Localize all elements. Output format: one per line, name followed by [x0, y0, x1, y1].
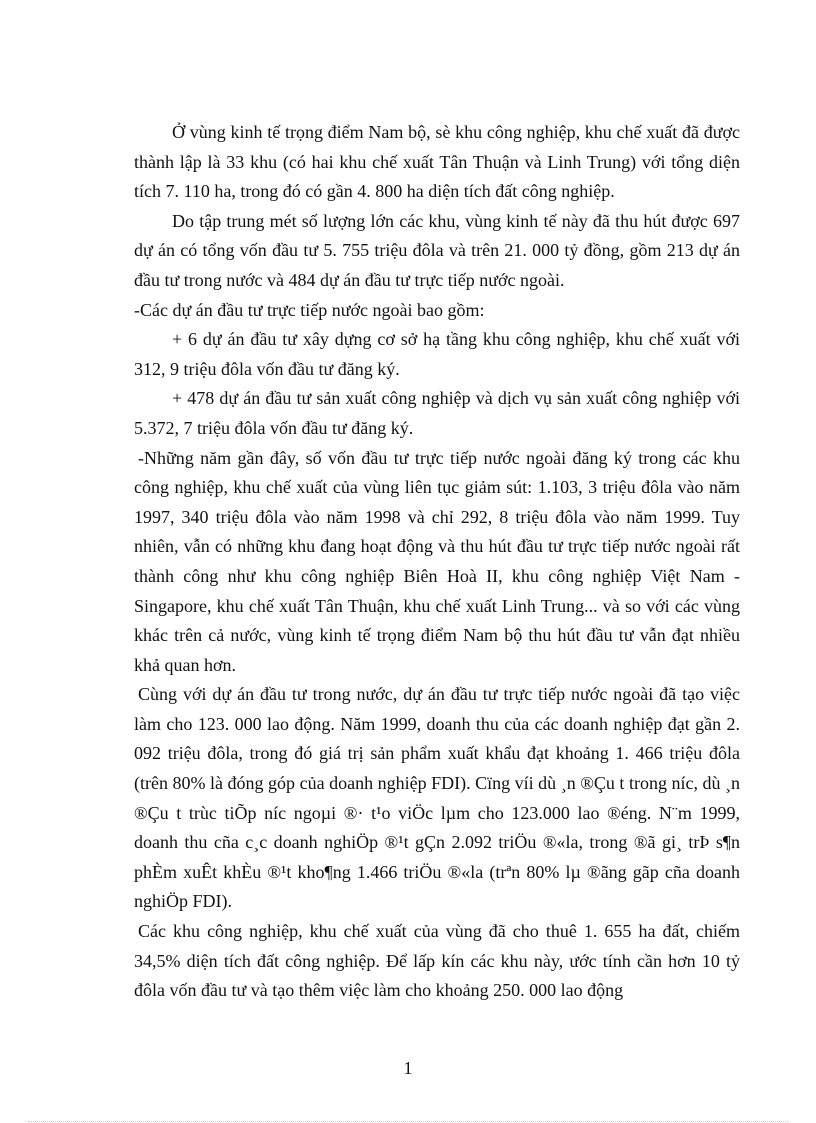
bullet-item: [134, 296, 740, 326]
paragraph: Cùng với dự án đầu tư trong nước, dự án đầu tư trực tiếp nước ngoài đã tạo việc làm cho 123. 000 lao động. Năm 1999, doanh thu của các doanh nghiệp đạt gần 2. 092 triệu đôla, trong đó giá trị sản phẩm xuất khẩu đạt khoảng 1. 466 triệu đôla (trên 80% là đóng góp của doanh nghiệp FDI). Cïng víi dù ¸n ®Çu t trong níc, dù ¸n ®Çu t trùc tiÕp níc ngoµi ®· t¹o viÖc lµm cho 123.000 lao ®éng. N¨m 1999, doanh thu cña c¸c doanh nghiÖp ®¹t gÇn 2.092 triÖu ®«la, trong ®ã gi¸ trÞ s¶n phÈm xuÊt khÈu ®¹t kho¶ng 1.466 triÖu ®«la (trªn 80% lµ ®ãng gãp cña doanh nghiÖp FDI).: [134, 684, 740, 912]
plus-item: + 478 dự án đầu tư sản xuất công nghiệp và dịch vụ sản xuất công nghiệp với 5.372, 7 triệu đôla vốn đầu tư đăng ký.: [134, 388, 740, 438]
body-text: [134, 118, 740, 1006]
bullet-text: Những năm gần đây, số vốn đầu tư trực tiếp nước ngoài đăng ký trong các khu công nghiệp, khu chế xuất của vùng liên tục giảm sút: 1.103, 3 triệu đôla vào năm 1997, 340 triệu đôla vào năm 1998 và chỉ 292, 8 triệu đôla vào năm 1999. Tuy nhiên, vẫn có những khu đang hoạt động và thu hút đầu tư trực tiếp nước ngoài rất thành công như khu công nghiệp Biên Hoà II, khu công nghiệp Việt Nam - Singapore, khu chế xuất Tân Thuận, khu chế xuất Linh Trung... và so với các vùng khác trên cả nước, vùng kinh tế trọng điểm Nam bộ thu hút đầu tư vẫn đạt nhiều khả quan hơn.: [134, 447, 740, 675]
paragraph: Do tập trung mét số lượng lớn các khu, vùng kinh tế này đã thu hút được 697 dự án có tổng vốn đầu tư 5. 755 triệu đôla và trên 21. 000 tỷ đồng, gồm 213 dự án đầu tư trong nước và 484 dự án đầu tư trực tiếp nước ngoài.: [134, 210, 740, 290]
page-number: 1: [403, 1058, 413, 1078]
bullet-item: [134, 444, 740, 681]
footer-divider: [28, 1121, 788, 1122]
plus-item: + 6 dự án đầu tư xây dựng cơ sở hạ tầng khu công nghiệp, khu chế xuất với 312, 9 triệu đôla vốn đầu tư đăng ký.: [134, 329, 740, 379]
bullet-text: Các dự án đầu tư trực tiếp nước ngoài bao gồm:: [140, 299, 485, 320]
paragraph: Các khu công nghiệp, khu chế xuất của vùng đã cho thuê 1. 655 ha đất, chiếm 34,5% diện tích đất công nghiệp. Để lấp kín các khu này, ước tính cần hơn 10 tỷ đôla vốn đầu tư và tạo thêm việc làm cho khoảng 250. 000 lao động: [134, 921, 740, 1001]
bullet-dash: -: [134, 299, 140, 320]
bullet-dash: -: [138, 447, 144, 468]
paragraph: Ở vùng kinh tế trọng điểm Nam bộ, sè khu công nghiệp, khu chế xuất đã được thành lập là 33 khu (có hai khu chế xuất Tân Thuận và Linh Trung) với tổng diện tích 7. 110 ha, trong đó có gần 4. 800 ha diện tích đất công nghiệp.: [134, 122, 740, 202]
